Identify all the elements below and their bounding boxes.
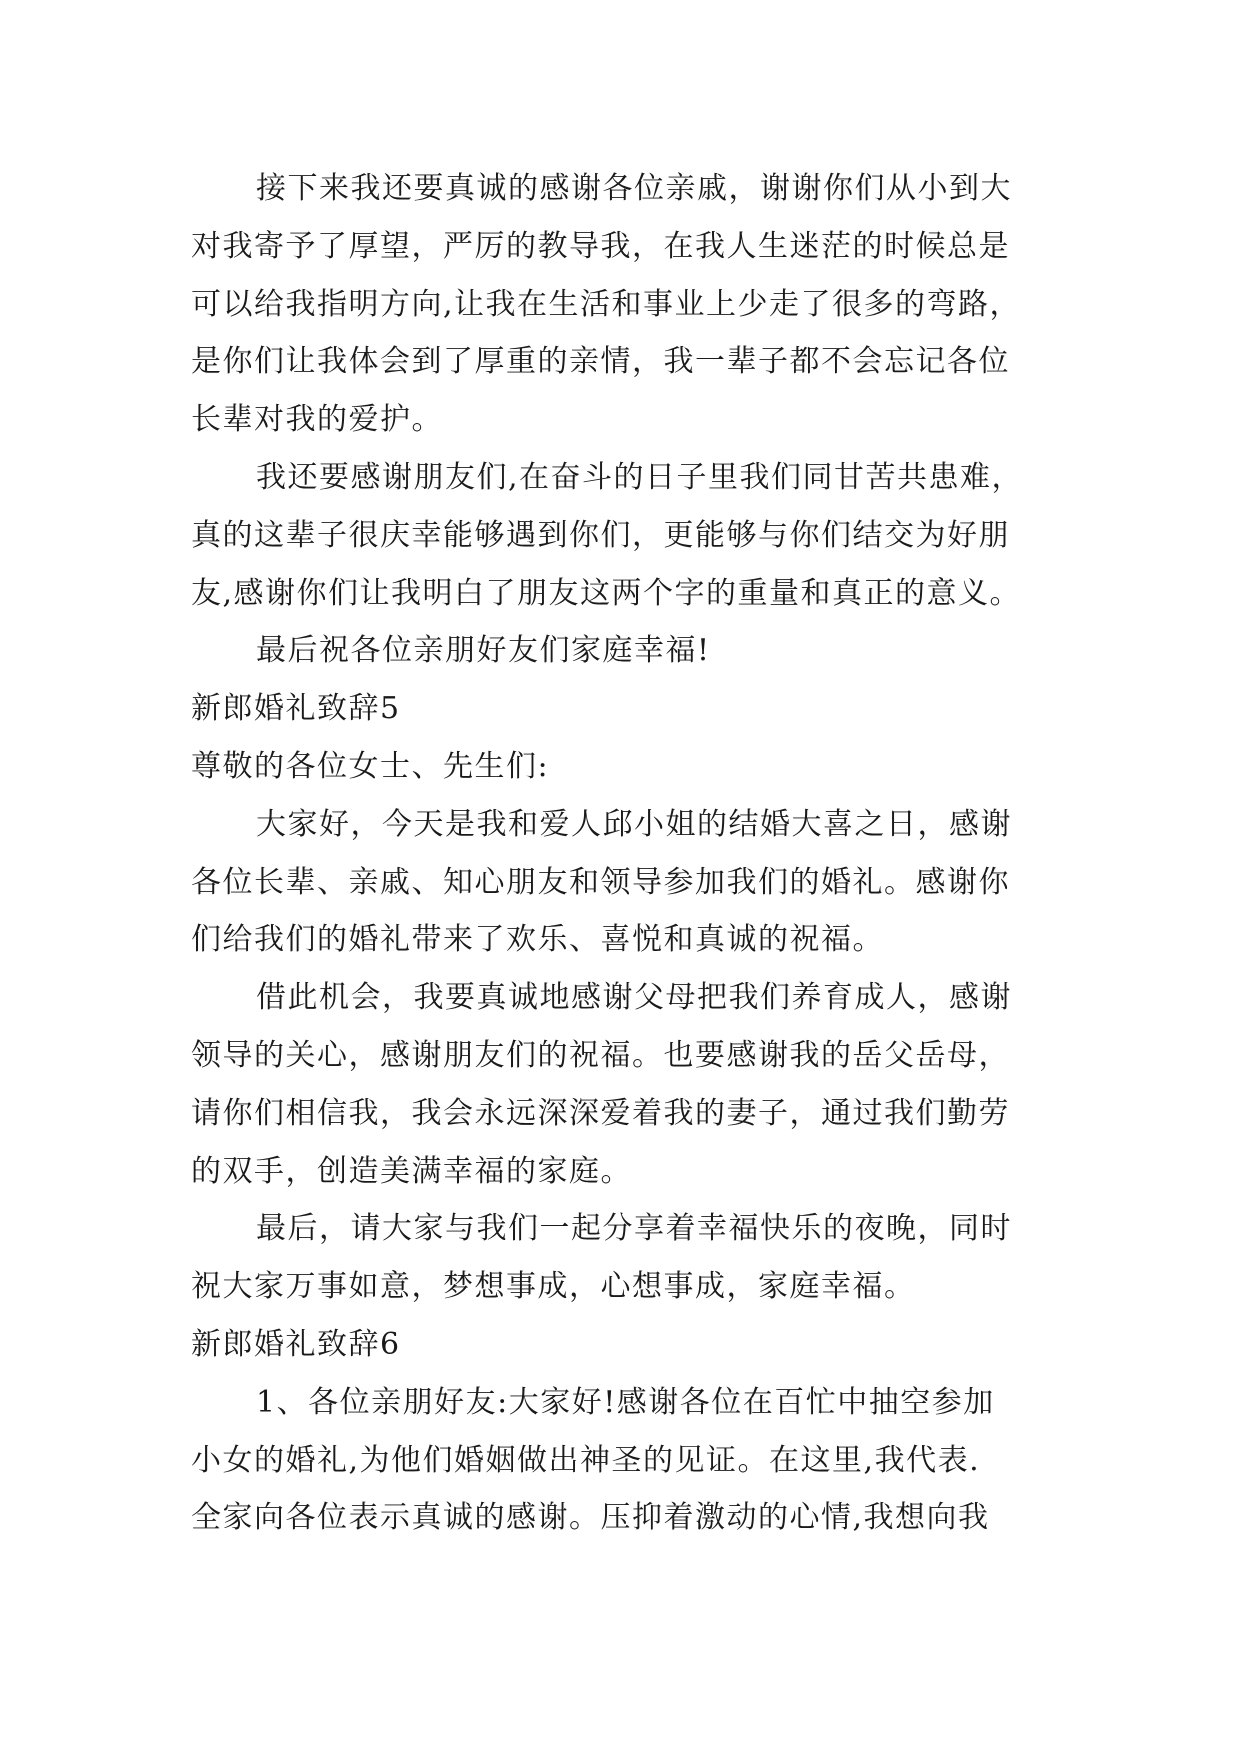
document-body [191,160,1091,1547]
text-line: 各位长辈、亲戚、知心朋友和领导参加我们的婚礼。感谢你 [191,864,1010,900]
text-line: 祝大家万事如意，梦想事成，心想事成，家庭幸福。 [191,1269,916,1305]
text-line: 友,感谢你们让我明白了朋友这两个字的重量和真正的意义。 [191,575,1022,611]
text-line: 小女的婚礼,为他们婚姻做出神圣的见证。在这里,我代表. [191,1442,981,1478]
text-line: 接下来我还要真诚的感谢各位亲戚，谢谢你们从小到大 [256,171,1012,206]
text-line: 们给我们的婚礼带来了欢乐、喜悦和真诚的祝福。 [191,922,884,958]
text-line: 真的这辈子很庆幸能够遇到你们，更能够与你们结交为好朋 [191,517,1010,553]
text-line: 请你们相信我，我会永远深深爱着我的妻子，通过我们勤劳 [191,1095,1010,1131]
section-heading: 新郎婚礼致辞5 [191,691,401,727]
text-line: 的双手，创造美满幸福的家庭。 [191,1153,632,1189]
text-line: 借此机会，我要真诚地感谢父母把我们养育成人，感谢 [256,980,1012,1016]
text-line: 领导的关心，感谢朋友们的祝福。也要感谢我的岳父岳母， [191,1037,1010,1073]
text-line: 1、各位亲朋好友:大家好!感谢各位在百忙中抽空参加 [256,1384,995,1420]
text-line: 全家向各位表示真诚的感谢。压抑着激动的心情,我想向我 [191,1500,990,1536]
text-line: 最后，请大家与我们一起分享着幸福快乐的夜晚，同时 [256,1211,1012,1247]
text-line: 长辈对我的爱护。 [191,402,443,438]
text-line: 我还要感谢朋友们,在奋斗的日子里我们同甘苦共患难， [256,459,1024,495]
text-line: 最后祝各位亲朋好友们家庭幸福! [256,633,711,669]
section-heading: 新郎婚礼致辞6 [191,1326,401,1362]
text-line: 可以给我指明方向,让我在生活和事业上少走了很多的弯路， [191,286,1022,322]
text-line: 是你们让我体会到了厚重的亲情，我一辈子都不会忘记各位 [191,344,1010,380]
salutation: 尊敬的各位女士、先生们: [191,748,550,784]
text-line: 大家好，今天是我和爱人邱小姐的结婚大喜之日，感谢 [256,806,1012,842]
text-line: 对我寄予了厚望，严厉的教导我，在我人生迷茫的时候总是 [191,228,1010,264]
